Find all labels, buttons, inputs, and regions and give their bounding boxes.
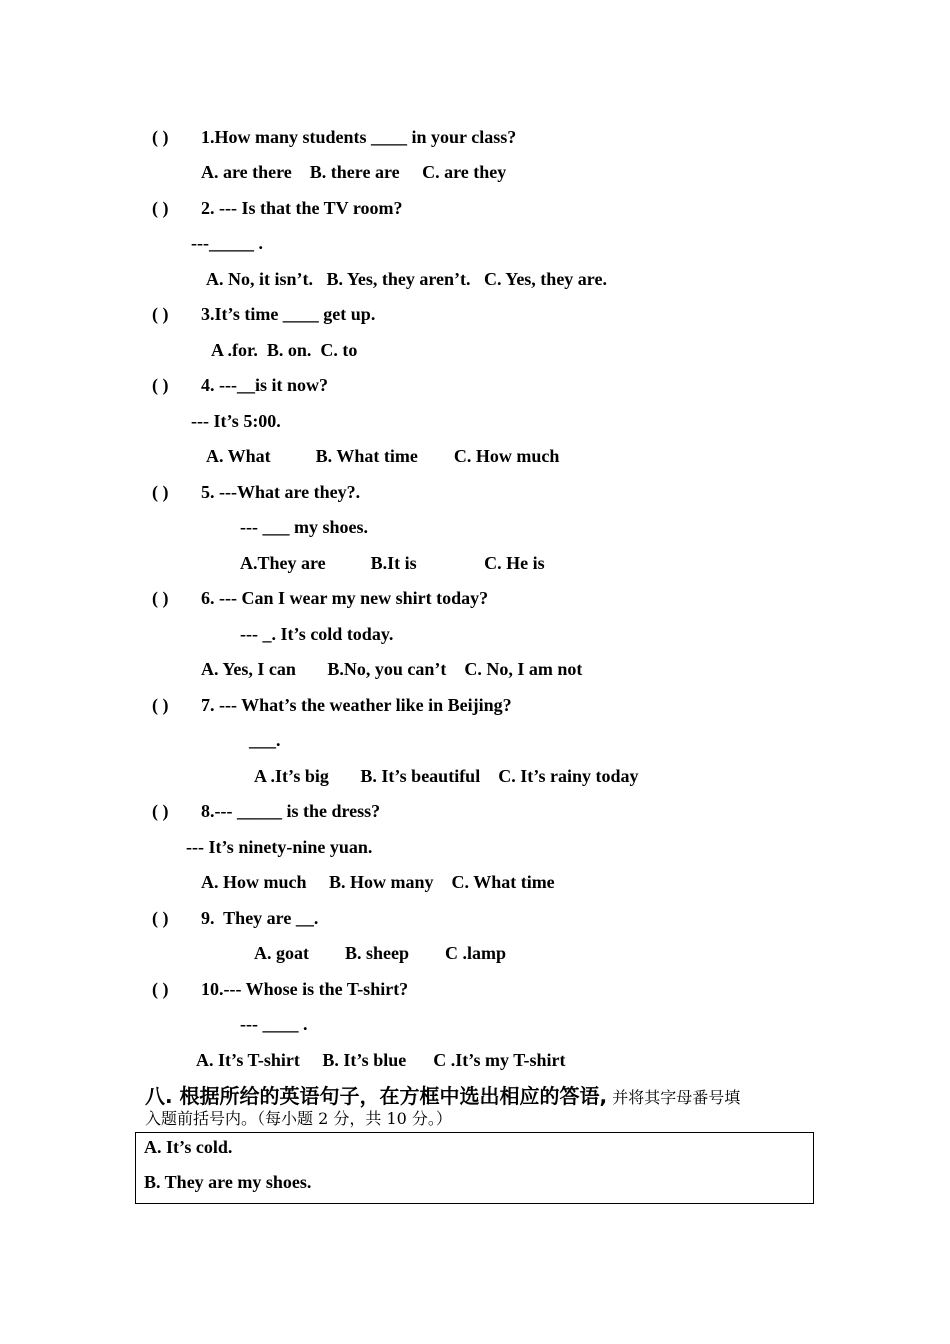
- section-8-title: [145, 1083, 740, 1111]
- question-3: 3.It’s time ____ get up.: [201, 304, 376, 324]
- section-8-title-main: 八. 根据所给的英语句子，在方框中选出相应的答语,: [145, 1084, 608, 1108]
- question-4: 4. ---__is it now?: [201, 375, 328, 395]
- answer-blank: ( ): [152, 801, 169, 821]
- question-9-options: A. goat B. sheep C .lamp: [254, 943, 507, 963]
- question-4-options: A. What B. What time C. How much: [206, 446, 560, 466]
- question-9: 9. They are __.: [201, 908, 319, 928]
- question-6: 6. --- Can I wear my new shirt today?: [201, 588, 489, 608]
- question-10-response: --- ____ .: [240, 1014, 308, 1034]
- answer-blank: ( ): [152, 375, 169, 395]
- question-10: 10.--- Whose is the T-shirt?: [201, 979, 409, 999]
- question-1: 1.How many students ____ in your class?: [201, 127, 517, 147]
- answer-blank: ( ): [152, 198, 169, 218]
- question-5-response: --- ___ my shoes.: [240, 517, 368, 537]
- question-5-options: A.They are B.It is C. He is: [240, 553, 545, 573]
- question-3-options: A .for. B. on. C. to: [211, 340, 358, 360]
- box-option-a: A. It’s cold.: [144, 1137, 233, 1157]
- question-6-options: A. Yes, I can B.No, you can’t C. No, I am not: [201, 659, 583, 679]
- question-1-options: A. are there B. there are C. are they: [201, 162, 507, 182]
- answer-blank: ( ): [152, 482, 169, 502]
- answer-blank: ( ): [152, 127, 169, 147]
- answer-blank: ( ): [152, 304, 169, 324]
- question-8-options: A. How much B. How many C. What time: [201, 872, 555, 892]
- question-2-options: A. No, it isn’t. B. Yes, they aren’t. C. Yes, they are.: [206, 269, 607, 289]
- question-7-response: ___.: [249, 730, 281, 750]
- answer-blank: ( ): [152, 588, 169, 608]
- question-4-response: --- It’s 5:00.: [191, 411, 281, 431]
- question-2: 2. --- Is that the TV room?: [201, 198, 403, 218]
- section-8-title-tail: 并将其字母番号填: [607, 1088, 741, 1107]
- question-10-options: A. It’s T-shirt B. It’s blue C .It’s my T-shirt: [196, 1050, 566, 1070]
- answer-blank: ( ): [152, 908, 169, 928]
- answer-blank: ( ): [152, 695, 169, 715]
- question-5: 5. ---What are they?.: [201, 482, 361, 502]
- question-6-response: --- _. It’s cold today.: [240, 624, 394, 644]
- question-8-response: --- It’s ninety-nine yuan.: [186, 837, 373, 857]
- box-option-b: B. They are my shoes.: [144, 1172, 312, 1192]
- answer-options-box: [135, 1132, 814, 1204]
- question-7-options: A .It’s big B. It’s beautiful C. It’s rainy today: [254, 766, 639, 786]
- question-7: 7. --- What’s the weather like in Beijing?: [201, 695, 512, 715]
- question-2-response: ---_____ .: [191, 233, 263, 253]
- section-8-subtitle: 入题前括号内。（每小题 2 分，共 10 分。）: [145, 1109, 452, 1128]
- question-8: 8.--- _____ is the dress?: [201, 801, 381, 821]
- answer-blank: ( ): [152, 979, 169, 999]
